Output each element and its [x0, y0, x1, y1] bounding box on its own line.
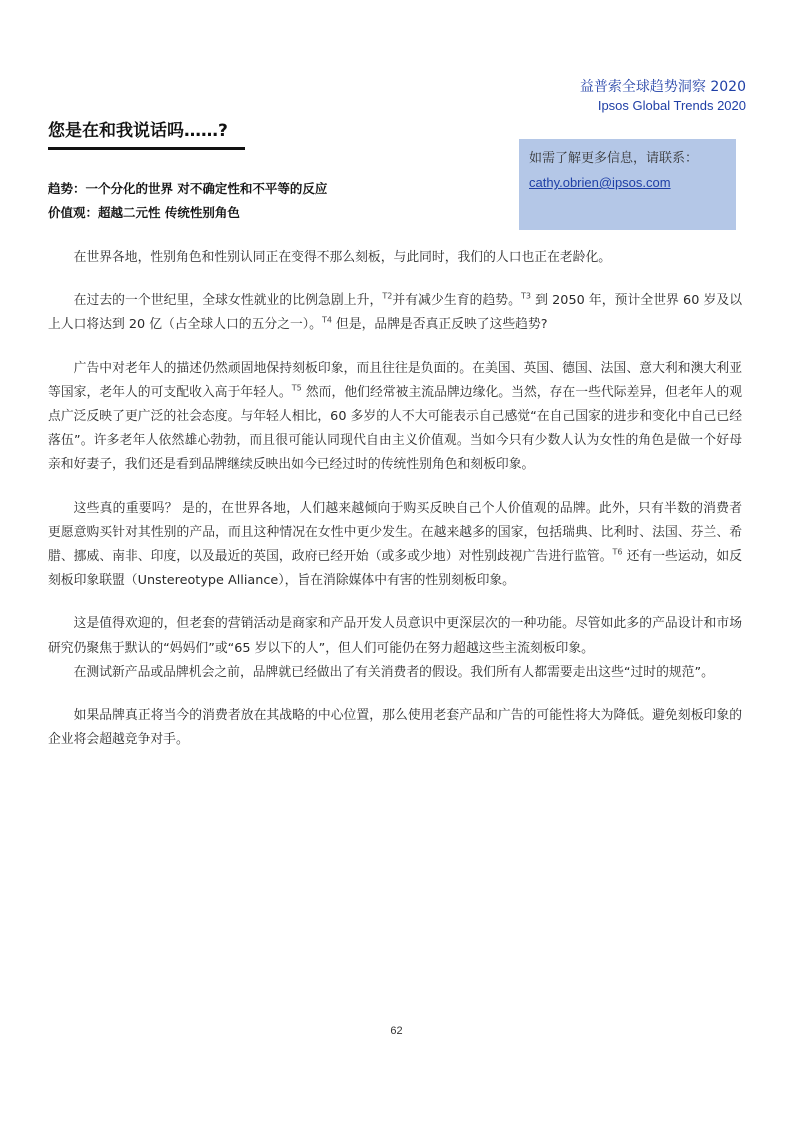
footnote-ref-t3[interactable]: T3 [521, 291, 532, 301]
footnote-ref-t4[interactable]: T4 [321, 316, 332, 326]
values-line: 价值观：超越二元性 传统性别角色 [48, 205, 240, 220]
paragraph-2-text-a: 在过去的一个世纪里，全球女性就业的比例急剧上升， [73, 293, 383, 309]
footnote-ref-t6[interactable]: T6 [612, 547, 623, 557]
paragraph-5: 这是值得欢迎的，但老套的营销活动是商家和产品开发人员意识中更深层次的一种功能。尽管如此多的产品设计和市场研究仍聚焦于默认的“妈妈们”或“65 岁以下的人”，但人们可能仍在努力超越这些主流刻板印象。 [48, 616, 742, 656]
paragraph-2-text-b: 并有减少生育的趋势。 [392, 293, 522, 309]
footnote-ref-t2[interactable]: T2 [382, 291, 393, 301]
paragraph-7: 如果品牌真正将当今的消费者放在其战略的中心位置，那么使用老套产品和广告的可能性将大为降低。避免刻板印象的企业将会超越竞争对手。 [48, 708, 742, 748]
paragraph-4-text-b: 还有一些运动，如反刻板印象联盟（Unstereotype Alliance），旨在消除媒体中有害的性别刻板印象。 [48, 549, 742, 589]
paragraph-3-text-a: 广告中对老年人的描述仍然顽固地保持刻板印象，而且往往是负面的。在美国、英国、德国、法国、意大利和澳大利亚等国家，老年人的可支配收入高于年轻人。 [48, 360, 742, 400]
page-number: 62 [390, 1025, 403, 1037]
article-body [48, 246, 742, 771]
contact-prompt: 如需了解更多信息，请联系： [529, 151, 699, 166]
brand-title-en: Ipsos Global Trends 2020 [597, 98, 746, 113]
contact-email-link[interactable]: cathy.obrien@ipsos.com [529, 175, 671, 190]
paragraph-6: 在测试新产品或品牌机会之前，品牌就已经做出了有关消费者的假设。我们所有人都需要走出这些“过时的规范”。 [73, 664, 714, 680]
contact-box [519, 139, 736, 230]
paragraph-4 [48, 497, 742, 594]
paragraph-2-text-d: 但是，品牌是否真正反映了这些趋势? [331, 317, 548, 333]
paragraph-3 [48, 357, 742, 478]
header-brand [580, 78, 746, 115]
page-title: 您是在和我说话吗……? [48, 121, 228, 141]
title-underline [48, 147, 245, 150]
trend-meta [48, 177, 327, 225]
paragraph-3-text-b: 然而，他们经常被主流品牌边缘化。当然，存在一些代际差异，但老年人的观点广泛反映了更广泛的社会态度。与年轻人相比，60 多岁的人不大可能表示自己感觉“在自己国家的进步和变化中自己已经落伍”。许多老年人依然雄心勃勃，而且很可能认同现代自由主义价值观。当如今只有少数人认为女性的角色是做一个好母亲和好妻子，我们还是看到品牌继续反映出如今已经过时的传统性别角色和刻板印象。 [48, 384, 743, 473]
paragraph-2 [48, 289, 742, 337]
paragraph-2-text-c: 到 2050 年，预计全世界 60 岁及以上人口将达到 20 亿（占全球人口的五分之一）。 [48, 293, 742, 333]
footnote-ref-t5[interactable]: T5 [291, 383, 302, 393]
trend-line: 趋势：一个分化的世界 对不确定性和不平等的反应 [48, 181, 328, 196]
paragraph-4-text-a: 这些真的重要吗？ 是的，在世界各地，人们越来越倾向于购买反映自己个人价值观的品牌。此外，只有半数的消费者更愿意购买针对其性别的产品，而且这种情况在女性中更少发生。在越来越多的国家，包括瑞典、比利时、法国、芬兰、希腊、挪威、南非、印度，以及最近的英国，政府已经开始（或多或少地）对性别歧视广告进行监管。 [48, 500, 742, 565]
brand-title-cn: 益普索全球趋势洞察 2020 [579, 79, 746, 95]
paragraph-1: 在世界各地，性别角色和性别认同正在变得不那么刻板，与此同时，我们的人口也正在老龄化。 [73, 250, 612, 265]
